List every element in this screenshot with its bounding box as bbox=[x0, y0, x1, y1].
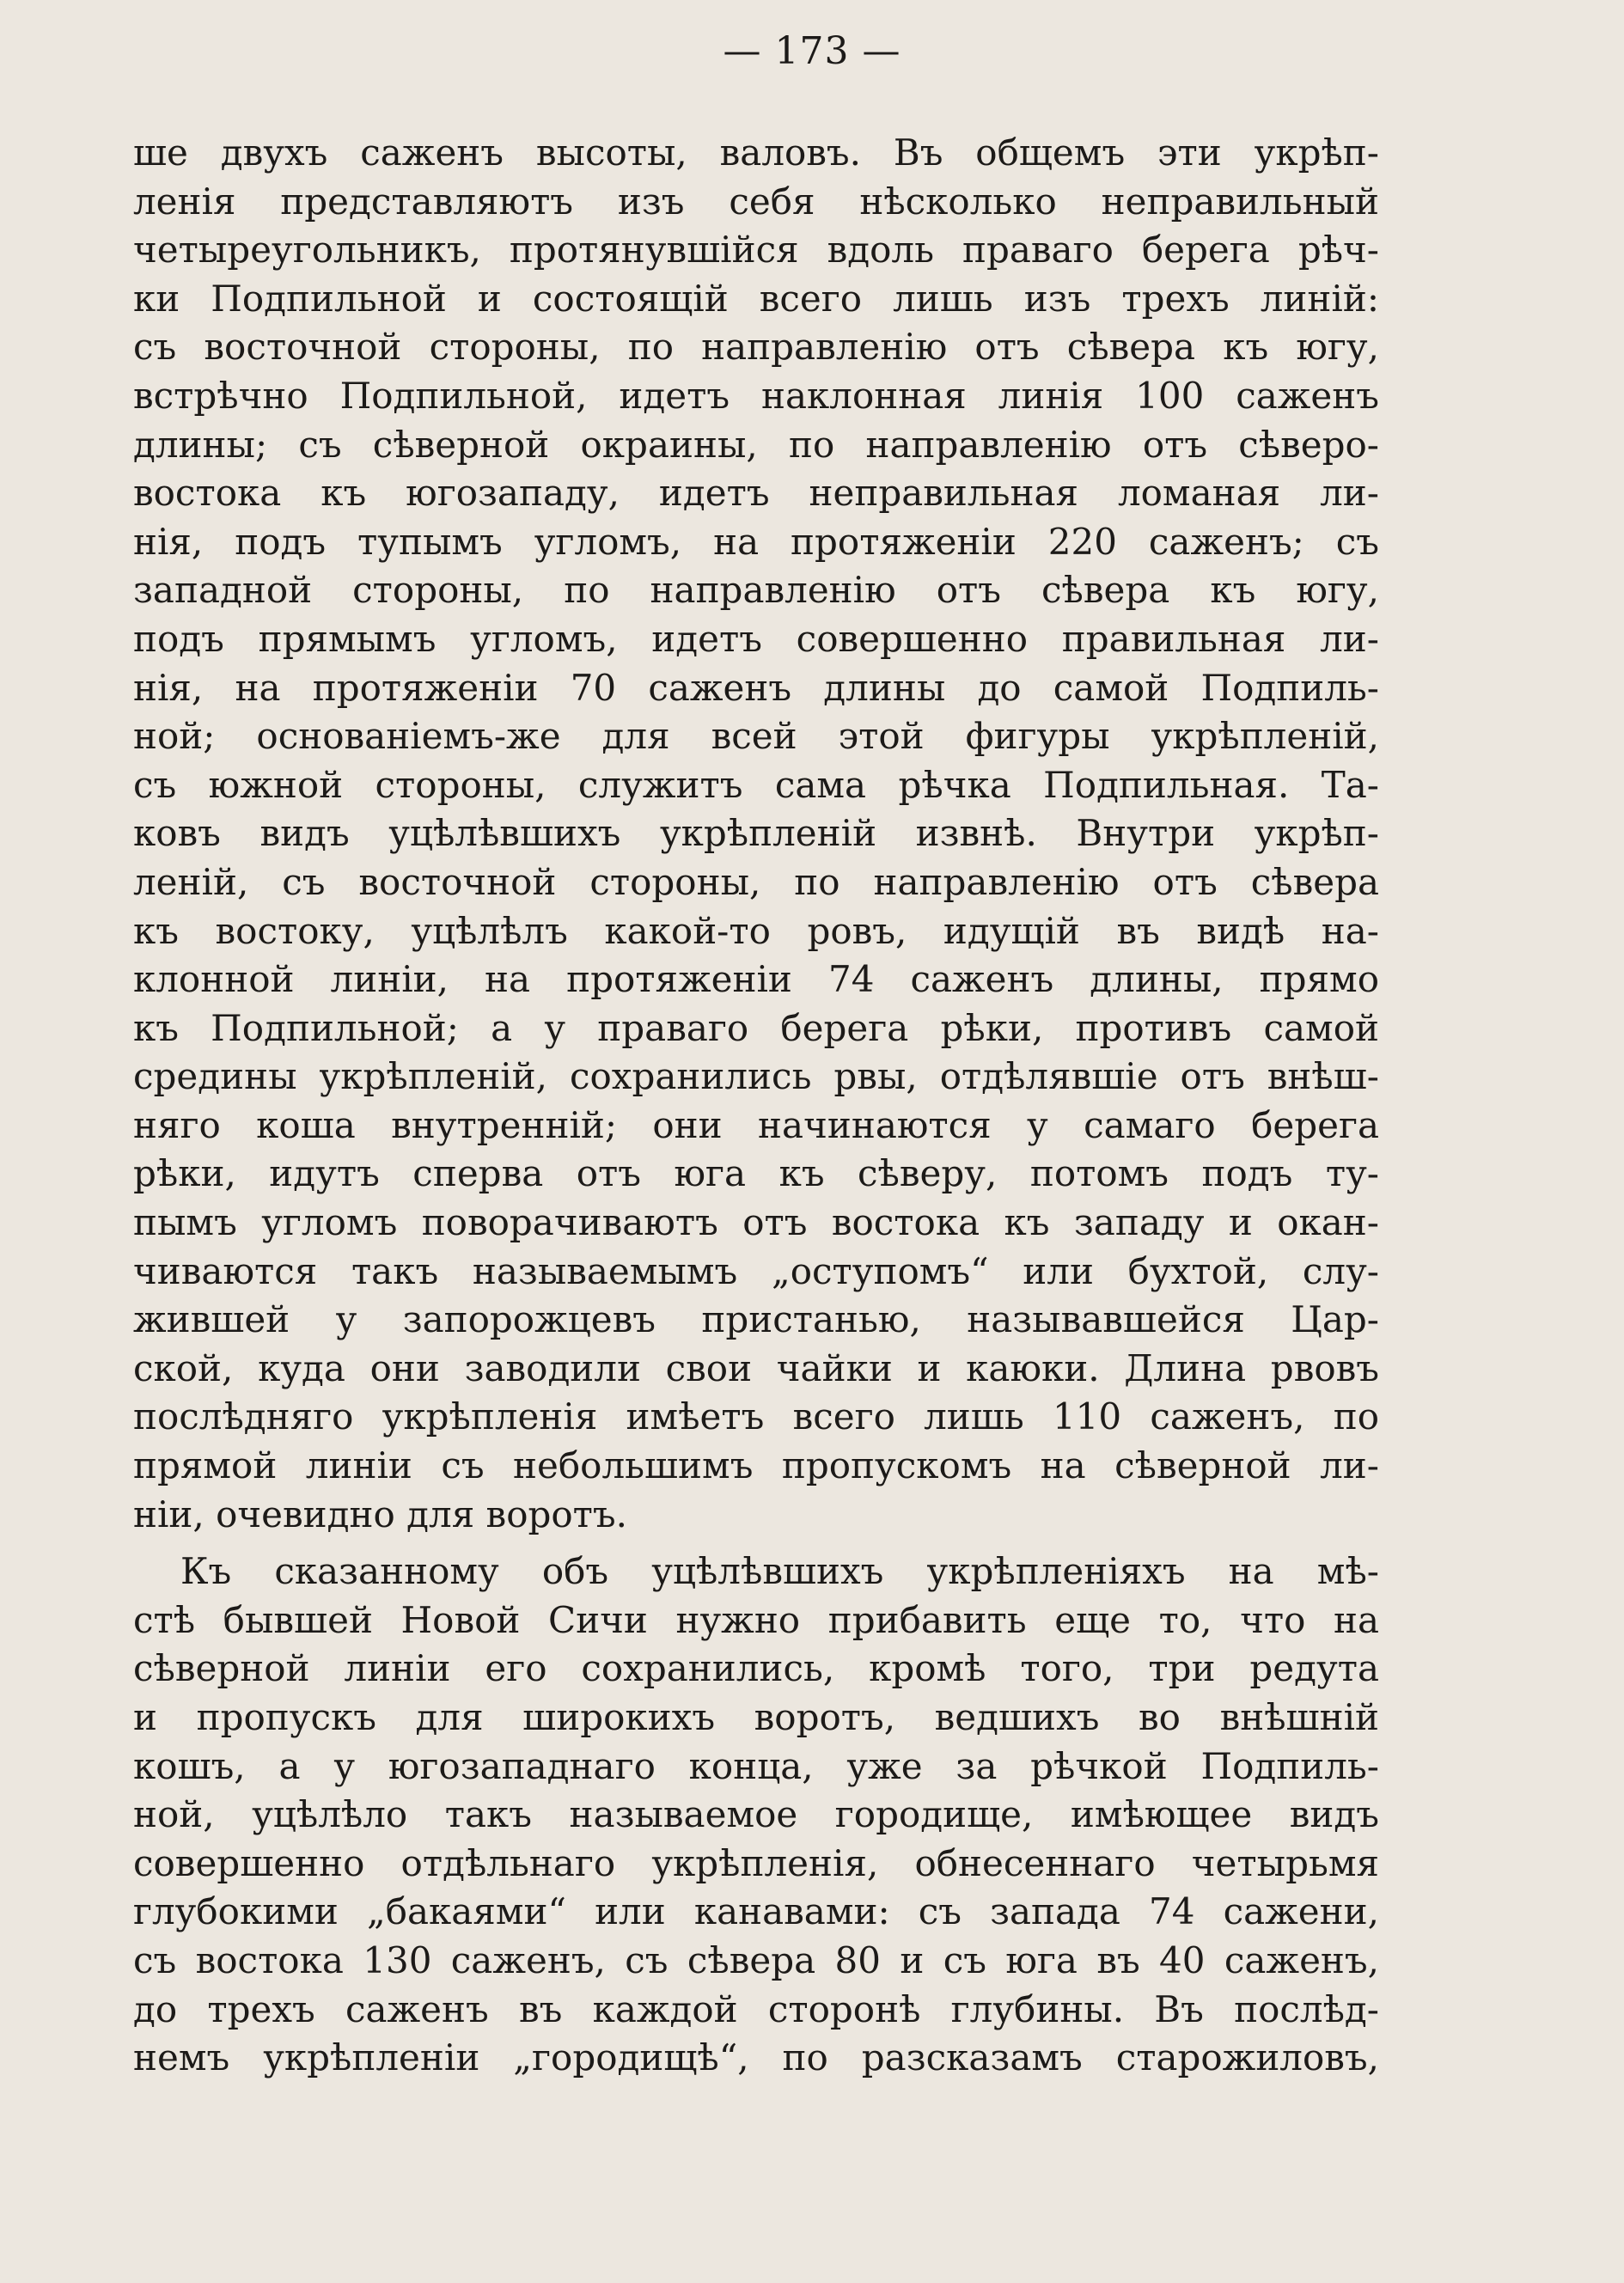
text-line: ковъ видъ уцѣлѣвшихъ укрѣпленій извнѣ. Внутри укрѣп- bbox=[133, 812, 1379, 855]
text-line: Къ сказанному объ уцѣлѣвшихъ укрѣпленіяхъ на мѣ- bbox=[180, 1550, 1379, 1593]
text-line: прямой линіи съ небольшимъ пропускомъ на сѣверной ли- bbox=[133, 1444, 1379, 1487]
text-line: кошъ, а у югозападнаго конца, уже за рѣчкой Подпиль- bbox=[133, 1744, 1379, 1787]
text-line: съ востока 130 саженъ, съ сѣвера 80 и съ юга въ 40 саженъ, bbox=[133, 1938, 1379, 1981]
text-line: ной, уцѣлѣло такъ называемое городище, имѣющее видъ bbox=[133, 1793, 1379, 1836]
text-line: подъ прямымъ угломъ, идетъ совершенно правильная ли- bbox=[133, 617, 1379, 660]
text-line: съ восточной стороны, по направленію отъ сѣвера къ югу, bbox=[133, 326, 1379, 369]
text-line: ской, куда они заводили свои чайки и каюки. Длина рвовъ bbox=[133, 1346, 1379, 1389]
text-line: длины; съ сѣверной окраины, по направленію отъ сѣверо- bbox=[133, 423, 1379, 466]
text-line: ной; основаніемъ-же для всей этой фигуры укрѣпленій, bbox=[133, 715, 1379, 758]
text-line: немъ укрѣпленіи „городищѣ“, по разсказамъ старожиловъ, bbox=[133, 2036, 1379, 2079]
text-line: чиваются такъ называемымъ „оступомъ“ или бухтой, слу- bbox=[133, 1249, 1379, 1292]
paragraph-2 bbox=[133, 1547, 1379, 2083]
body-text bbox=[133, 129, 1379, 2083]
text-line: средины укрѣпленій, сохранились рвы, отдѣлявшіе отъ внѣш- bbox=[133, 1055, 1379, 1098]
text-line: востока къ югозападу, идетъ неправильная ломаная ли- bbox=[133, 472, 1379, 515]
text-line: къ Подпильной; а у праваго берега рѣки, противъ самой bbox=[133, 1006, 1379, 1049]
text-line: ніи, очевидно для воротъ. bbox=[133, 1492, 627, 1535]
text-line: клонной линіи, на протяженіи 74 саженъ длины, прямо bbox=[133, 958, 1379, 1001]
text-line: леній, съ восточной стороны, по направленію отъ сѣвера bbox=[133, 860, 1379, 903]
text-line: ше двухъ саженъ высоты, валовъ. Въ общемъ эти укрѣп- bbox=[133, 131, 1379, 174]
text-line: ленія представляютъ изъ себя нѣсколько неправильный bbox=[133, 180, 1379, 223]
text-line: совершенно отдѣльнаго укрѣпленія, обнесеннаго четырьмя bbox=[133, 1841, 1379, 1884]
text-line: сѣверной линіи его сохранились, кромѣ того, три редута bbox=[133, 1647, 1379, 1690]
text-line: рѣки, идутъ сперва отъ юга къ сѣверу, потомъ подъ ту- bbox=[133, 1152, 1379, 1195]
text-line: глубокими „бакаями“ или канавами: съ запада 74 сажени, bbox=[133, 1890, 1379, 1933]
text-line: няго коша внутренній; они начинаются у самаго берега bbox=[133, 1103, 1379, 1146]
text-line: съ южной стороны, служитъ сама рѣчка Подпильная. Та- bbox=[133, 763, 1379, 806]
page-number: — 173 — bbox=[723, 29, 901, 73]
text-line: западной стороны, по направленію отъ сѣвера къ югу, bbox=[133, 569, 1379, 612]
text-line: послѣдняго укрѣпленія имѣетъ всего лишь 110 саженъ, по bbox=[133, 1395, 1379, 1438]
text-line: жившей у запорожцевъ пристанью, называвшейся Цар- bbox=[133, 1298, 1379, 1341]
text-line: встрѣчно Подпильной, идетъ наклонная линія 100 саженъ bbox=[133, 374, 1379, 417]
text-line: нія, на протяженіи 70 саженъ длины до самой Подпиль- bbox=[133, 666, 1379, 709]
text-line: къ востоку, уцѣлѣлъ какой-то ровъ, идущій въ видѣ на- bbox=[133, 909, 1379, 952]
text-line: нія, подъ тупымъ угломъ, на протяженіи 220 саженъ; съ bbox=[133, 520, 1379, 563]
text-line: стѣ бывшей Новой Сичи нужно прибавить еще то, что на bbox=[133, 1598, 1379, 1641]
text-line: пымъ угломъ поворачиваютъ отъ востока къ западу и окан- bbox=[133, 1201, 1379, 1244]
text-line: и пропускъ для широкихъ воротъ, ведшихъ во внѣшній bbox=[133, 1696, 1379, 1738]
paragraph-gap bbox=[133, 1539, 1379, 1547]
text-line: четыреугольникъ, протянувшійся вдоль праваго берега рѣч- bbox=[133, 229, 1379, 272]
text-line: до трехъ саженъ въ каждой сторонѣ глубины. Въ послѣд- bbox=[133, 1987, 1379, 2030]
text-line: ки Подпильной и состоящій всего лишь изъ трехъ линій: bbox=[133, 277, 1379, 320]
paragraph-1 bbox=[133, 129, 1379, 1539]
